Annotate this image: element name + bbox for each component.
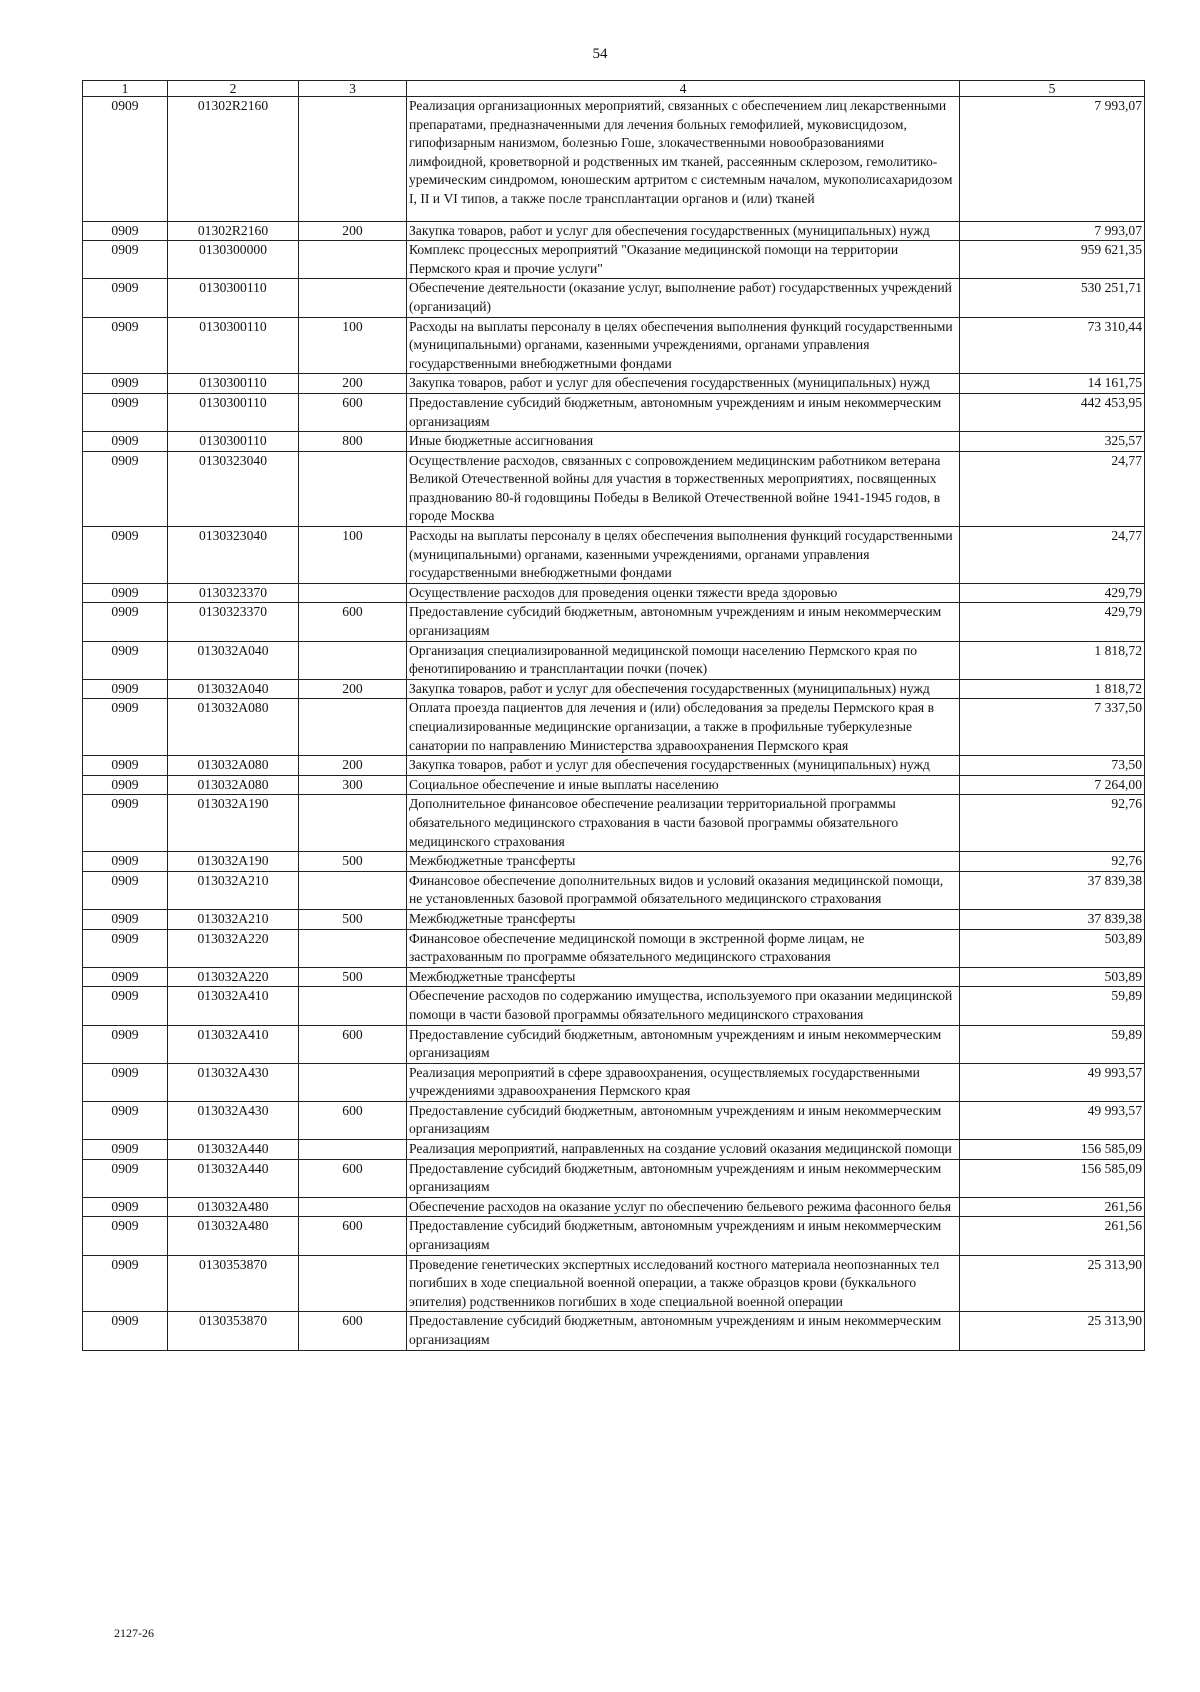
target-code-cell: 0130300110 [168,432,299,452]
description-cell: Оплата проезда пациентов для лечения и (или) обследования за пределы Пермского края в специализированные медицинские организации, а также в профильные туберкулезные санатории по направлению Министерства здравоохранения Пермского края [407,699,960,756]
table-row [83,603,1145,641]
column-header-5: 5 [960,81,1145,97]
amount-cell: 73 310,44 [960,317,1145,374]
expense-type-cell: 600 [299,1025,407,1063]
table-row [83,221,1145,241]
table-row [83,432,1145,452]
amount-cell: 14 161,75 [960,374,1145,394]
description-cell: Организация специализированной медицинской помощи населению Пермского края по фенотипированию и трансплантации почки (почек) [407,641,960,679]
description-cell: Закупка товаров, работ и услуг для обеспечения государственных (муниципальных) нужд [407,756,960,776]
expense-type-cell [299,241,407,279]
section-code-cell: 0909 [83,987,168,1025]
expense-type-cell [299,1063,407,1101]
table-row [83,241,1145,279]
table-row [83,871,1145,909]
target-code-cell: 0130353870 [168,1255,299,1312]
target-code-cell: 0130323370 [168,583,299,603]
expense-type-cell: 600 [299,1217,407,1255]
amount-cell: 37 839,38 [960,909,1145,929]
table-row [83,317,1145,374]
expense-type-cell: 100 [299,317,407,374]
target-code-cell: 01302R2160 [168,97,299,222]
amount-cell: 7 993,07 [960,221,1145,241]
description-cell: Межбюджетные трансферты [407,852,960,872]
expense-type-cell [299,795,407,852]
amount-cell: 156 585,09 [960,1159,1145,1197]
section-code-cell: 0909 [83,1025,168,1063]
expense-type-cell [299,987,407,1025]
description-cell: Осуществление расходов, связанных с сопровождением медицинским работником ветерана Великой Отечественной войны для участия в торжественных мероприятиях, посвященных празднованию 80-й годовщины Победы в Великой Отечественной войне 1941-1945 годов, в городе Москва [407,451,960,526]
table-row [83,909,1145,929]
table-row [83,279,1145,317]
description-cell: Реализация организационных мероприятий, связанных с обеспечением лиц лекарственными препаратами, предназначенными для лечения больных гемофилией, муковисцидозом, гипофизарным нанизмом, болезнью Гоше, злокачественными новообразованиями лимфоидной, кроветворной и родственных им тканей, рассеянным склерозом, гемолитико-уремическим синдромом, юношеским артритом с системным началом, мукополисахаридозом I, II и VI типов, а также после трансплантации органов и (или) тканей [407,97,960,222]
section-code-cell: 0909 [83,1140,168,1160]
target-code-cell: 0130323040 [168,527,299,584]
target-code-cell: 013032A080 [168,756,299,776]
section-code-cell: 0909 [83,1101,168,1139]
target-code-cell: 013032A480 [168,1217,299,1255]
table-row [83,679,1145,699]
column-header-4: 4 [407,81,960,97]
section-code-cell: 0909 [83,679,168,699]
table-row [83,97,1145,222]
section-code-cell: 0909 [83,241,168,279]
amount-cell: 92,76 [960,795,1145,852]
table-row [83,987,1145,1025]
section-code-cell: 0909 [83,527,168,584]
section-code-cell: 0909 [83,317,168,374]
section-code-cell: 0909 [83,451,168,526]
table-row [83,1159,1145,1197]
description-cell: Расходы на выплаты персоналу в целях обеспечения выполнения функций государственными (муниципальными) органами, казенными учреждениями, органами управления государственными внебюджетными фондами [407,317,960,374]
expense-type-cell [299,583,407,603]
amount-cell: 261,56 [960,1197,1145,1217]
table-row [83,1140,1145,1160]
table-row [83,1217,1145,1255]
amount-cell: 49 993,57 [960,1063,1145,1101]
target-code-cell: 013032A190 [168,852,299,872]
amount-cell: 156 585,09 [960,1140,1145,1160]
target-code-cell: 013032A220 [168,929,299,967]
section-code-cell: 0909 [83,393,168,431]
section-code-cell: 0909 [83,583,168,603]
expense-type-cell: 200 [299,221,407,241]
target-code-cell: 013032A410 [168,987,299,1025]
expense-type-cell: 600 [299,1101,407,1139]
expense-type-cell: 500 [299,967,407,987]
section-code-cell: 0909 [83,641,168,679]
description-cell: Проведение генетических экспертных исследований костного материала неопознанных тел погибших в ходе специальной военной операции, а также образцов крови (буккального эпителия) родственников погибших в ходе специальной военной операции [407,1255,960,1312]
table-row [83,756,1145,776]
target-code-cell: 013032A440 [168,1140,299,1160]
description-cell: Предоставление субсидий бюджетным, автономным учреждениям и иным некоммерческим организациям [407,603,960,641]
page-number: 54 [592,46,608,62]
table-row [83,1025,1145,1063]
description-cell: Предоставление субсидий бюджетным, автономным учреждениям и иным некоммерческим организациям [407,1159,960,1197]
column-header-3: 3 [299,81,407,97]
table-row [83,852,1145,872]
table-row [83,1197,1145,1217]
description-cell: Финансовое обеспечение дополнительных видов и условий оказания медицинской помощи, не установленных базовой программой обязательного медицинского страхования [407,871,960,909]
section-code-cell: 0909 [83,1063,168,1101]
description-cell: Межбюджетные трансферты [407,909,960,929]
budget-table [82,80,1145,1351]
target-code-cell: 013032A480 [168,1197,299,1217]
table-row [83,795,1145,852]
amount-cell: 530 251,71 [960,279,1145,317]
target-code-cell: 013032A210 [168,909,299,929]
section-code-cell: 0909 [83,909,168,929]
target-code-cell: 0130323040 [168,451,299,526]
target-code-cell: 01302R2160 [168,221,299,241]
target-code-cell: 013032A080 [168,775,299,795]
expense-type-cell [299,929,407,967]
expense-type-cell: 600 [299,603,407,641]
expense-type-cell [299,279,407,317]
section-code-cell: 0909 [83,929,168,967]
section-code-cell: 0909 [83,1197,168,1217]
description-cell: Предоставление субсидий бюджетным, автономным учреждениям и иным некоммерческим организациям [407,1025,960,1063]
description-cell: Комплекс процессных мероприятий "Оказание медицинской помощи на территории Пермского края и прочие услуги" [407,241,960,279]
expense-type-cell [299,1140,407,1160]
description-cell: Закупка товаров, работ и услуг для обеспечения государственных (муниципальных) нужд [407,221,960,241]
section-code-cell: 0909 [83,967,168,987]
section-code-cell: 0909 [83,1255,168,1312]
target-code-cell: 013032A080 [168,699,299,756]
expense-type-cell: 800 [299,432,407,452]
description-cell: Предоставление субсидий бюджетным, автономным учреждениям и иным некоммерческим организациям [407,1312,960,1350]
section-code-cell: 0909 [83,374,168,394]
section-code-cell: 0909 [83,756,168,776]
target-code-cell: 0130300110 [168,374,299,394]
amount-cell: 503,89 [960,967,1145,987]
table-row [83,967,1145,987]
expense-type-cell: 100 [299,527,407,584]
target-code-cell: 0130300110 [168,279,299,317]
section-code-cell: 0909 [83,699,168,756]
section-code-cell: 0909 [83,1159,168,1197]
expense-type-cell [299,1197,407,1217]
expense-type-cell [299,1255,407,1312]
column-header-2: 2 [168,81,299,97]
expense-type-cell: 600 [299,1312,407,1350]
table-row [83,775,1145,795]
amount-cell: 59,89 [960,1025,1145,1063]
section-code-cell: 0909 [83,603,168,641]
description-cell: Дополнительное финансовое обеспечение реализации территориальной программы обязательного медицинского страхования в части базовой программы обязательного медицинского страхования [407,795,960,852]
amount-cell: 7 264,00 [960,775,1145,795]
description-cell: Межбюджетные трансферты [407,967,960,987]
table-row [83,1255,1145,1312]
expense-type-cell: 500 [299,852,407,872]
amount-cell: 37 839,38 [960,871,1145,909]
section-code-cell: 0909 [83,221,168,241]
target-code-cell: 013032A190 [168,795,299,852]
column-header-1: 1 [83,81,168,97]
description-cell: Реализация мероприятий в сфере здравоохранения, осуществляемых государственными учреждениями здравоохранения Пермского края [407,1063,960,1101]
table-row [83,1101,1145,1139]
section-code-cell: 0909 [83,1312,168,1350]
expense-type-cell: 200 [299,374,407,394]
description-cell: Обеспечение деятельности (оказание услуг, выполнение работ) государственных учреждений (организаций) [407,279,960,317]
amount-cell: 7 993,07 [960,97,1145,222]
table-row [83,699,1145,756]
amount-cell: 49 993,57 [960,1101,1145,1139]
expense-type-cell: 500 [299,909,407,929]
amount-cell: 1 818,72 [960,641,1145,679]
expense-type-cell [299,451,407,526]
expense-type-cell: 200 [299,756,407,776]
amount-cell: 25 313,90 [960,1255,1145,1312]
target-code-cell: 013032A430 [168,1101,299,1139]
description-cell: Финансовое обеспечение медицинской помощи в экстренной форме лицам, не застрахованным по программе обязательного медицинского страхования [407,929,960,967]
amount-cell: 261,56 [960,1217,1145,1255]
table-header-row [83,81,1145,97]
amount-cell: 25 313,90 [960,1312,1145,1350]
expense-type-cell [299,97,407,222]
target-code-cell: 013032A410 [168,1025,299,1063]
table-row [83,374,1145,394]
target-code-cell: 013032A430 [168,1063,299,1101]
target-code-cell: 0130300110 [168,317,299,374]
amount-cell: 24,77 [960,451,1145,526]
description-cell: Закупка товаров, работ и услуг для обеспечения государственных (муниципальных) нужд [407,679,960,699]
table-row [83,527,1145,584]
target-code-cell: 0130300000 [168,241,299,279]
table-row [83,583,1145,603]
table-row [83,641,1145,679]
description-cell: Предоставление субсидий бюджетным, автономным учреждениям и иным некоммерческим организациям [407,1101,960,1139]
expense-type-cell: 600 [299,1159,407,1197]
amount-cell: 92,76 [960,852,1145,872]
description-cell: Иные бюджетные ассигнования [407,432,960,452]
expense-type-cell: 200 [299,679,407,699]
expense-type-cell: 300 [299,775,407,795]
table-body [83,97,1145,1351]
table-row [83,1312,1145,1350]
table-row [83,929,1145,967]
target-code-cell: 013032A210 [168,871,299,909]
amount-cell: 73,50 [960,756,1145,776]
expense-type-cell [299,871,407,909]
section-code-cell: 0909 [83,775,168,795]
section-code-cell: 0909 [83,97,168,222]
description-cell: Закупка товаров, работ и услуг для обеспечения государственных (муниципальных) нужд [407,374,960,394]
amount-cell: 1 818,72 [960,679,1145,699]
section-code-cell: 0909 [83,279,168,317]
description-cell: Обеспечение расходов по содержанию имущества, используемого при оказании медицинской помощи в части базовой программы обязательного медицинского страхования [407,987,960,1025]
target-code-cell: 0130300110 [168,393,299,431]
target-code-cell: 013032A040 [168,679,299,699]
amount-cell: 503,89 [960,929,1145,967]
description-cell: Обеспечение расходов на оказание услуг по обеспечению бельевого режима фасонного белья [407,1197,960,1217]
amount-cell: 325,57 [960,432,1145,452]
amount-cell: 442 453,95 [960,393,1145,431]
amount-cell: 7 337,50 [960,699,1145,756]
expense-type-cell [299,699,407,756]
description-cell: Предоставление субсидий бюджетным, автономным учреждениям и иным некоммерческим организациям [407,393,960,431]
target-code-cell: 0130323370 [168,603,299,641]
description-cell: Социальное обеспечение и иные выплаты населению [407,775,960,795]
target-code-cell: 013032A440 [168,1159,299,1197]
section-code-cell: 0909 [83,432,168,452]
section-code-cell: 0909 [83,795,168,852]
amount-cell: 429,79 [960,603,1145,641]
expense-type-cell [299,641,407,679]
section-code-cell: 0909 [83,852,168,872]
target-code-cell: 013032A220 [168,967,299,987]
description-cell: Реализация мероприятий, направленных на создание условий оказания медицинской помощи [407,1140,960,1160]
description-cell: Расходы на выплаты персоналу в целях обеспечения выполнения функций государственными (муниципальными) органами, казенными учреждениями, органами управления государственными внебюджетными фондами [407,527,960,584]
footer-code: 2127-26 [114,1626,154,1640]
amount-cell: 959 621,35 [960,241,1145,279]
amount-cell: 24,77 [960,527,1145,584]
table-row [83,451,1145,526]
section-code-cell: 0909 [83,1217,168,1255]
description-cell: Осуществление расходов для проведения оценки тяжести вреда здоровью [407,583,960,603]
section-code-cell: 0909 [83,871,168,909]
table-row [83,1063,1145,1101]
expense-type-cell: 600 [299,393,407,431]
target-code-cell: 013032A040 [168,641,299,679]
amount-cell: 429,79 [960,583,1145,603]
table-row [83,393,1145,431]
target-code-cell: 0130353870 [168,1312,299,1350]
amount-cell: 59,89 [960,987,1145,1025]
description-cell: Предоставление субсидий бюджетным, автономным учреждениям и иным некоммерческим организациям [407,1217,960,1255]
